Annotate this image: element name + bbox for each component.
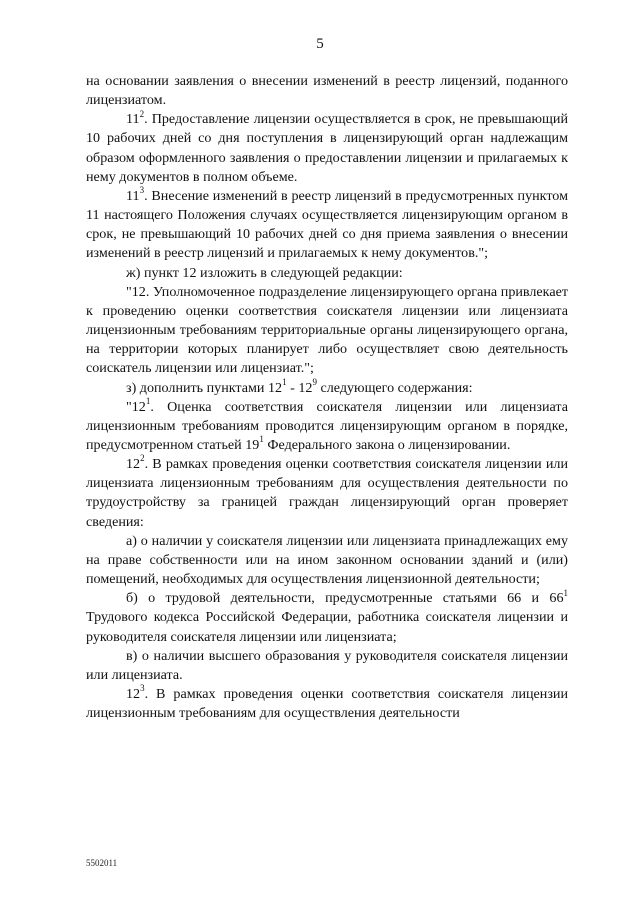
superscript: 2	[140, 453, 145, 464]
paragraph	[86, 72, 568, 110]
paragraph-text: на основании заявления о внесении изменений в реестр лицензий, поданного лицензиатом.	[86, 73, 568, 109]
paragraph-text: 12	[126, 456, 141, 473]
paragraph-text: б) о трудовой деятельности, предусмотренные статьями 66 и 66	[126, 590, 564, 607]
paragraph	[86, 376, 568, 398]
paragraph-text: Трудового кодекса Российской Федерации, работника соискателя лицензии и руководителя соискателя лицензии или лицензиата;	[86, 609, 568, 645]
paragraph	[86, 589, 568, 646]
paragraph	[86, 395, 568, 455]
paragraph-text: 11	[126, 187, 140, 204]
paragraph-text: 12	[126, 686, 141, 702]
paragraph-text: следующего содержания:	[316, 379, 473, 396]
superscript: 1	[282, 376, 287, 387]
superscript: 3	[140, 683, 145, 694]
document-body	[86, 72, 568, 723]
paragraph	[86, 685, 568, 723]
page-number: 5	[316, 36, 324, 52]
paragraph	[86, 187, 568, 264]
paragraph-text: Федерального закона о лицензировании.	[263, 436, 511, 453]
paragraph-text: ж) пункт 12 изложить в следующей редакции:	[126, 264, 403, 281]
paragraph-text: "12	[126, 398, 146, 415]
paragraph-text: . Оценка соответствия соискателя лицензии или лицензиата лицензионным требованиям проводится лицензирующим органом в порядке, предусмотренном статьей 19	[86, 398, 568, 453]
paragraph-text: в) о наличии высшего образования у руководителя соискателя лицензии или лицензиата.	[86, 647, 568, 683]
paragraph	[86, 283, 568, 379]
superscript: 1	[145, 395, 151, 406]
superscript: 9	[312, 376, 317, 387]
superscript: 2	[139, 108, 145, 119]
paragraph	[86, 110, 568, 187]
superscript: 1	[259, 434, 264, 445]
superscript: 1	[563, 587, 568, 598]
paragraph-text: - 12	[286, 379, 313, 396]
paragraph-text: 11	[126, 111, 140, 128]
paragraph-text: "12. Уполномоченное подразделение лицензирующего органа привлекает к проведению оценки соответствия соискателя лицензии или лицензиата лицензионным требованиям территориальные органы лицензирующего органа, на территории которых планирует либо осуществляет свою деятельность соискатель лицензии или лицензиат.";	[86, 283, 568, 377]
paragraph	[86, 647, 568, 685]
paragraph	[86, 264, 568, 283]
superscript: 3	[139, 185, 145, 196]
paragraph	[86, 532, 568, 589]
paragraph-text: . Предоставление лицензии осуществляется в срок, не превышающий 10 рабочих дней со дня поступления в лицензирующий орган надлежащим образом оформленного заявления о предоставлении лицензии и прилагаемых к нему документов в полном объеме.	[86, 111, 568, 185]
paragraph	[86, 455, 568, 532]
paragraph-text: з) дополнить пунктами 12	[126, 379, 283, 396]
paragraph-text: . В рамках проведения оценки соответствия соискателя лицензии или лицензиата лицензионным требованиям для осуществления деятельности по трудоустройству за границей граждан лицензирующий орган проверяет сведения:	[86, 456, 568, 530]
paragraph-text: . В рамках проведения оценки соответствия соискателя лицензии лицензионным требованиям для осуществления деятельности	[86, 686, 568, 722]
paragraph-text: а) о наличии у соискателя лицензии или лицензиата принадлежащих ему на праве собственности или на ином законном основании зданий и (или) помещений, необходимых для осуществления лицензионной деятельности;	[86, 532, 568, 588]
paragraph-text: . Внесение изменений в реестр лицензий в предусмотренных пунктом 11 настоящего Положения случаях осуществляется лицензирующим органом в срок, не превышающий 10 рабочих дней со дня приема заявления о внесении изменений в реестр лицензий и прилагаемых к нему документов.";	[86, 187, 568, 262]
footer-code: 5502011	[86, 858, 118, 868]
